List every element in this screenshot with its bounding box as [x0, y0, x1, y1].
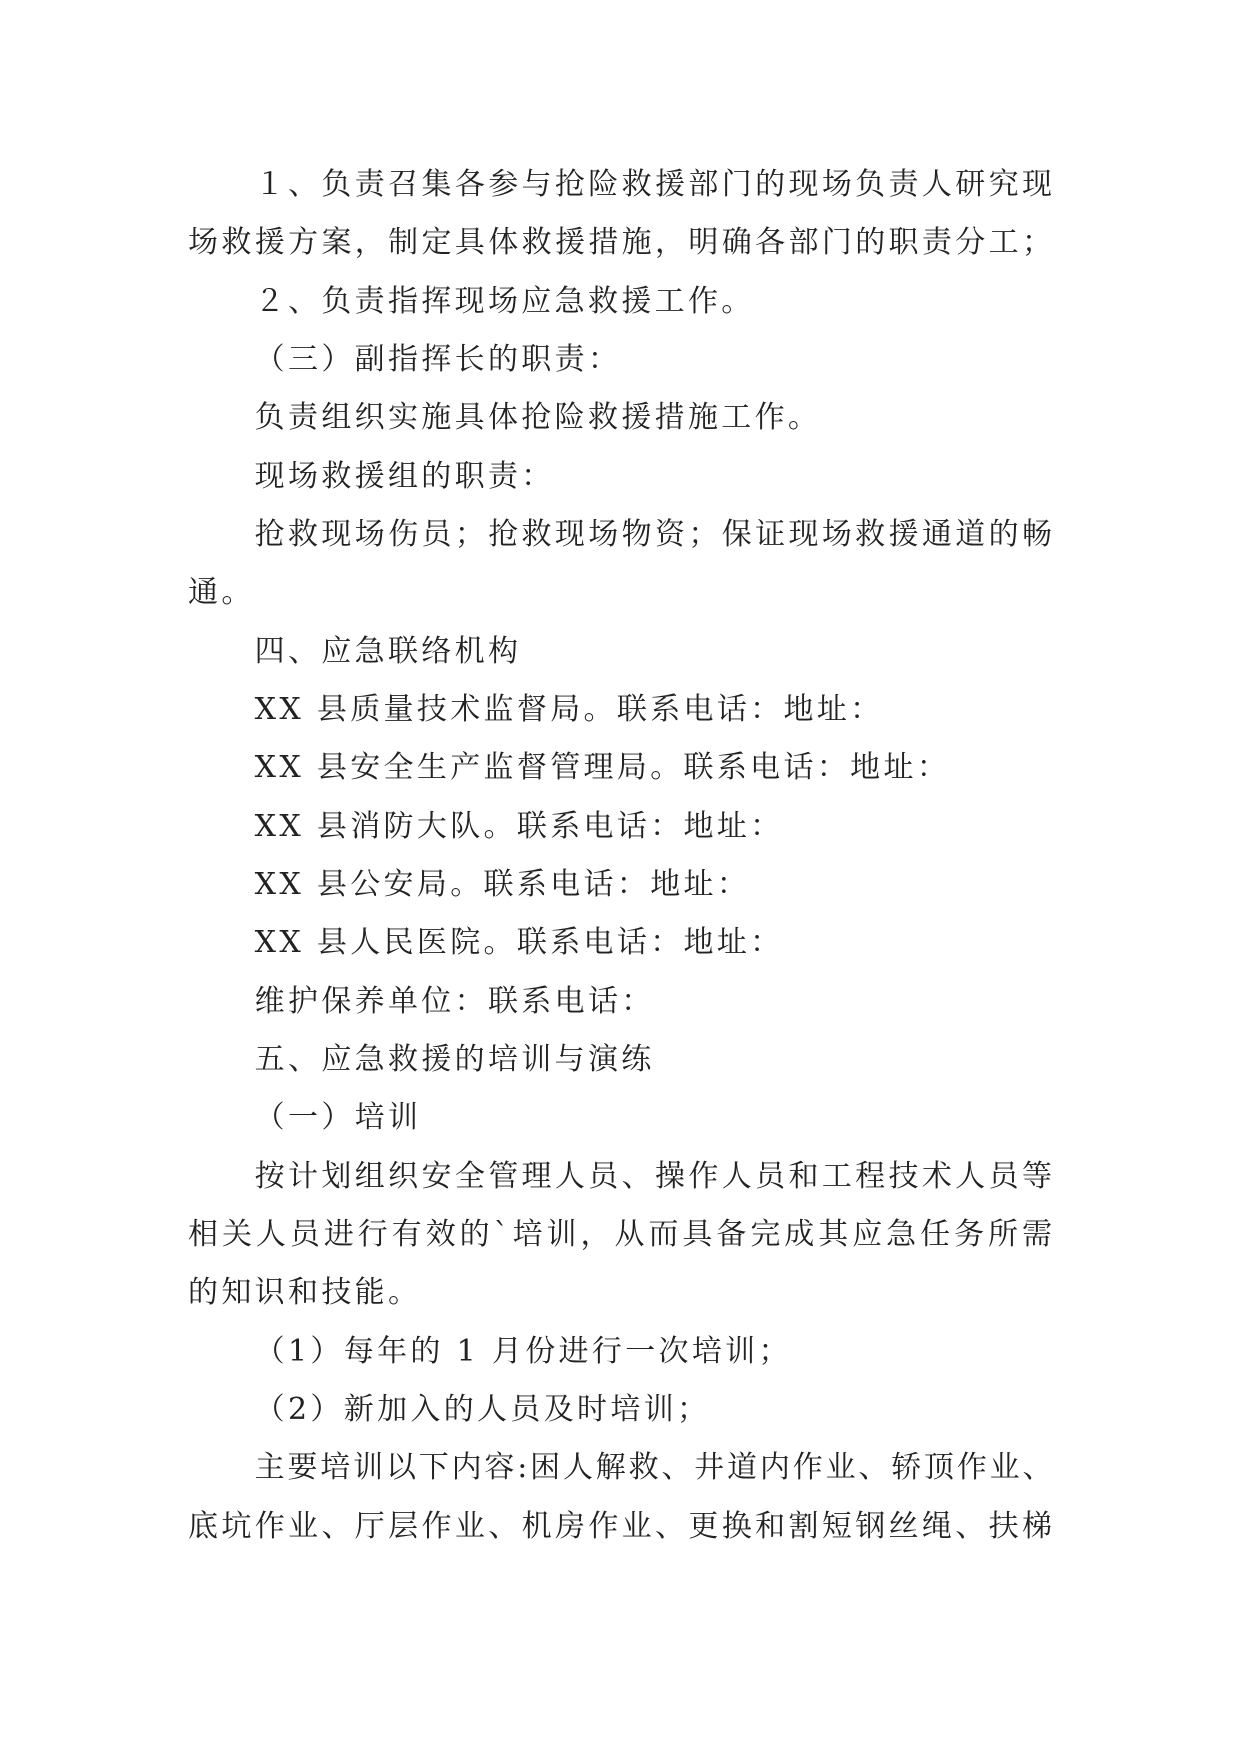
paragraph-line: 抢救现场伤员；抢救现场物资；保证现场救援通道的畅: [254, 516, 1055, 552]
paragraph-continuation: 的知识和技能。: [188, 1275, 422, 1311]
subheading-rescue-group: 现场救援组的职责：: [254, 458, 555, 494]
paragraph-line: 底坑作业、厅层作业、机房作业、更换和割短钢丝绳、扶梯: [188, 1508, 1055, 1544]
paragraph-line: 按计划组织安全管理人员、操作人员和工程技术人员等: [254, 1158, 1055, 1194]
contact-line: 维护保养单位：联系电话：: [254, 983, 655, 1019]
section-heading-emergency-contacts: 四、应急联络机构: [254, 633, 522, 669]
paragraph-line: 相关人员进行有效的`培训，从而具备完成其应急任务所需: [188, 1216, 1055, 1252]
contact-line: XX 县人民医院。联系电话：地址：: [254, 925, 784, 961]
section-heading-deputy-commander: （三）副指挥长的职责：: [254, 341, 622, 377]
duty-item-1-line: １、负责召集各参与抢险救援部门的现场负责人研究现: [254, 167, 1055, 202]
duty-item-1-continuation: 场救援方案，制定具体救援措施，明确各部门的职责分工；: [188, 225, 1055, 261]
subheading-training: （一）培训: [254, 1100, 422, 1136]
list-item: （2）新加入的人员及时培训；: [254, 1391, 711, 1427]
list-item: （1）每年的 1 月份进行一次培训；: [254, 1333, 792, 1369]
section-heading-training: 五、应急救援的培训与演练: [254, 1041, 655, 1077]
contact-line: XX 县安全生产监督管理局。联系电话：地址：: [254, 750, 951, 786]
duty-item-2-line: ２、负责指挥现场应急救援工作。: [254, 283, 755, 319]
contact-line: XX 县公安局。联系电话：地址：: [254, 866, 751, 902]
paragraph-line: 负责组织实施具体抢险救援措施工作。: [254, 400, 822, 436]
paragraph-continuation: 通。: [188, 575, 255, 611]
contact-line: XX 县质量技术监督局。联系电话：地址：: [254, 691, 884, 727]
paragraph-line: 主要培训以下内容:困人解救、井道内作业、轿顶作业、: [254, 1450, 1055, 1486]
document-body: [188, 156, 1055, 1556]
contact-line: XX 县消防大队。联系电话：地址：: [254, 808, 784, 844]
